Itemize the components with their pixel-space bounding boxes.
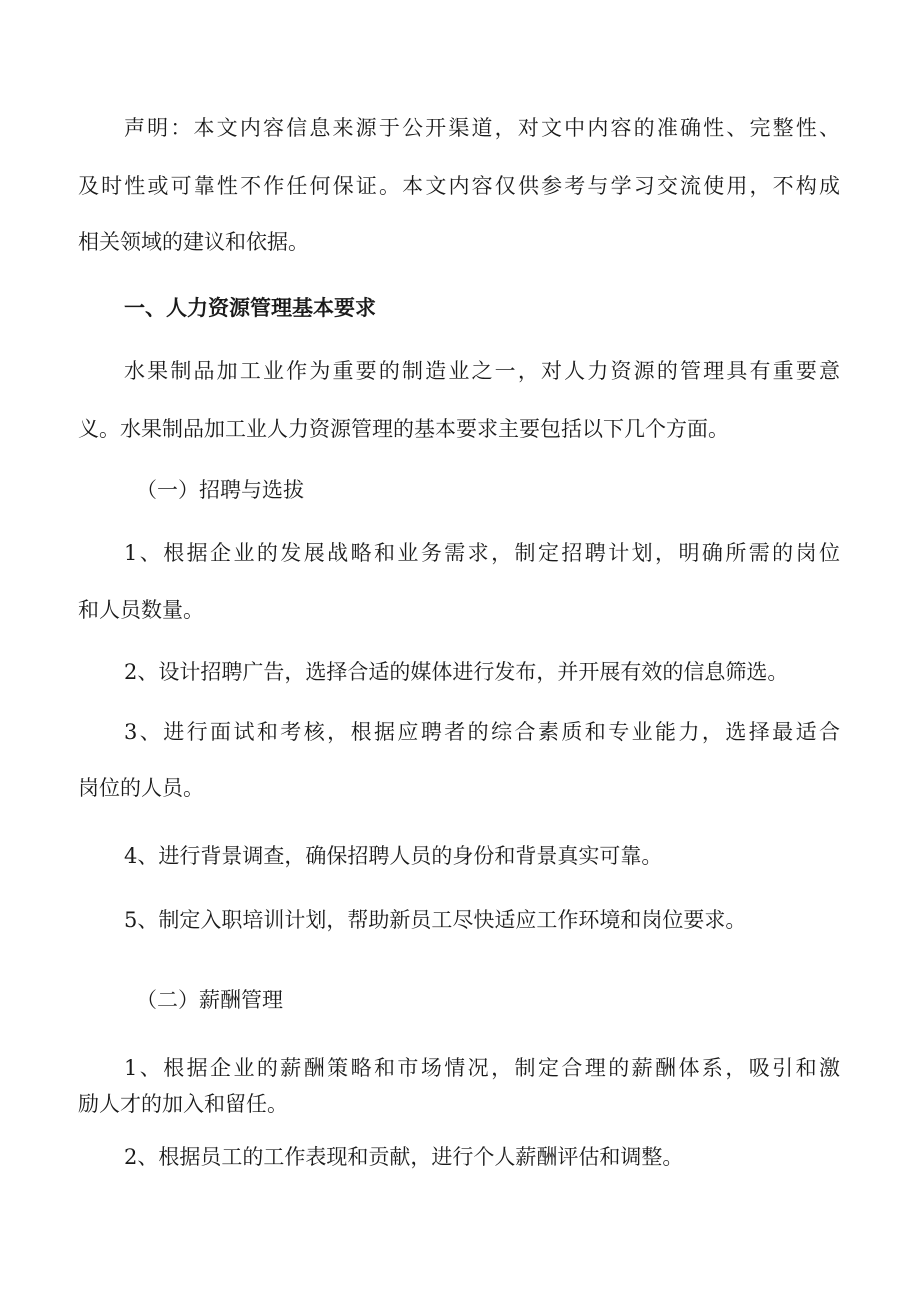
recruitment-item-3-line-1: 3、进行面试和考核，根据应聘者的综合素质和专业能力，选择最适合 bbox=[124, 720, 840, 744]
section-heading: 一、人力资源管理基本要求 bbox=[124, 296, 376, 320]
disclaimer-line-1: 声明：本文内容信息来源于公开渠道，对文中内容的准确性、完整性、 bbox=[124, 116, 840, 140]
recruitment-item-3-line-2: 岗位的人员。 bbox=[78, 776, 204, 800]
subsection-heading-recruitment: （一）招聘与选拔 bbox=[136, 478, 304, 502]
recruitment-item-1-line-1: 1、根据企业的发展战略和业务需求，制定招聘计划，明确所需的岗位 bbox=[124, 541, 840, 565]
compensation-item-1-line-2: 励人才的加入和留任。 bbox=[78, 1092, 288, 1116]
recruitment-item-4: 4、进行背景调查，确保招聘人员的身份和背景真实可靠。 bbox=[124, 844, 663, 868]
recruitment-item-2: 2、设计招聘广告，选择合适的媒体进行发布，并开展有效的信息筛选。 bbox=[124, 660, 789, 684]
intro-line-2: 义。水果制品加工业人力资源管理的基本要求主要包括以下几个方面。 bbox=[78, 417, 729, 441]
compensation-item-1-line-1: 1、根据企业的薪酬策略和市场情况，制定合理的薪酬体系，吸引和激 bbox=[124, 1056, 840, 1080]
disclaimer-line-2: 及时性或可靠性不作任何保证。本文内容仅供参考与学习交流使用，不构成 bbox=[78, 174, 840, 198]
intro-line-1: 水果制品加工业作为重要的制造业之一，对人力资源的管理具有重要意 bbox=[124, 359, 840, 383]
disclaimer-line-3: 相关领域的建议和依据。 bbox=[78, 230, 309, 254]
subsection-heading-compensation: （二）薪酬管理 bbox=[136, 988, 283, 1012]
compensation-item-2: 2、根据员工的工作表现和贡献，进行个人薪酬评估和调整。 bbox=[124, 1145, 684, 1169]
recruitment-item-5: 5、制定入职培训计划，帮助新员工尽快适应工作环境和岗位要求。 bbox=[124, 908, 747, 932]
recruitment-item-1-line-2: 和人员数量。 bbox=[78, 598, 204, 622]
